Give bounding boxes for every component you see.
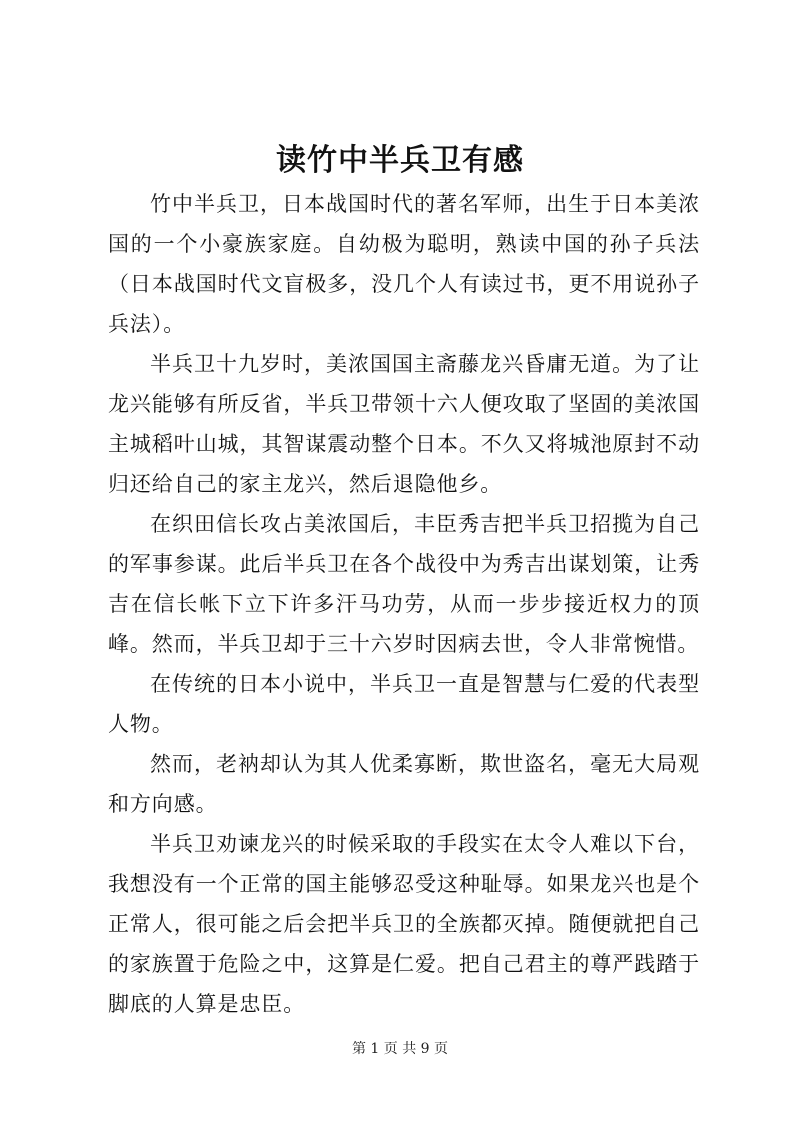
document-title: 读竹中半兵卫有感 [276,143,524,178]
document-body [108,184,700,1024]
paragraph-5: 然而，老衲却认为其人优柔寡断，欺世盗名，毫无大局观和方向感。 [108,752,700,816]
paragraph-3: 在织田信长攻占美浓国后，丰臣秀吉把半兵卫招揽为自己的军事参谋。此后半兵卫在各个战役中为秀吉出谋划策，让秀吉在信长帐下立下许多汗马功劳，从而一步步接近权力的顶峰。然而，半兵卫却于三十六岁时因病去世，令人非常惋惜。 [108,512,700,656]
page-number-footer: 第 1 页 共 9 页 [351,1041,449,1057]
paragraph-6: 半兵卫劝谏龙兴的时候采取的手段实在太令人难以下台，我想没有一个正常的国主能够忍受这种耻辱。如果龙兴也是个正常人，很可能之后会把半兵卫的全族都灭掉。随便就把自己的家族置于危险之中，这算是仁爱。把自己君主的尊严践踏于脚底的人算是忠臣。 [108,832,700,1016]
paragraph-4: 在传统的日本小说中，半兵卫一直是智慧与仁爱的代表型人物。 [108,672,700,736]
paragraph-2: 半兵卫十九岁时，美浓国国主斋藤龙兴昏庸无道。为了让龙兴能够有所反省，半兵卫带领十六人便攻取了坚固的美浓国主城稻叶山城，其智谋震动整个日本。不久又将城池原封不动归还给自己的家主龙兴，然后退隐他乡。 [108,352,700,496]
paragraph-1: 竹中半兵卫，日本战国时代的著名军师，出生于日本美浓国的一个小豪族家庭。自幼极为聪明，熟读中国的孙子兵法（日本战国时代文盲极多，没几个人有读过书，更不用说孙子兵法）。 [108,192,700,336]
